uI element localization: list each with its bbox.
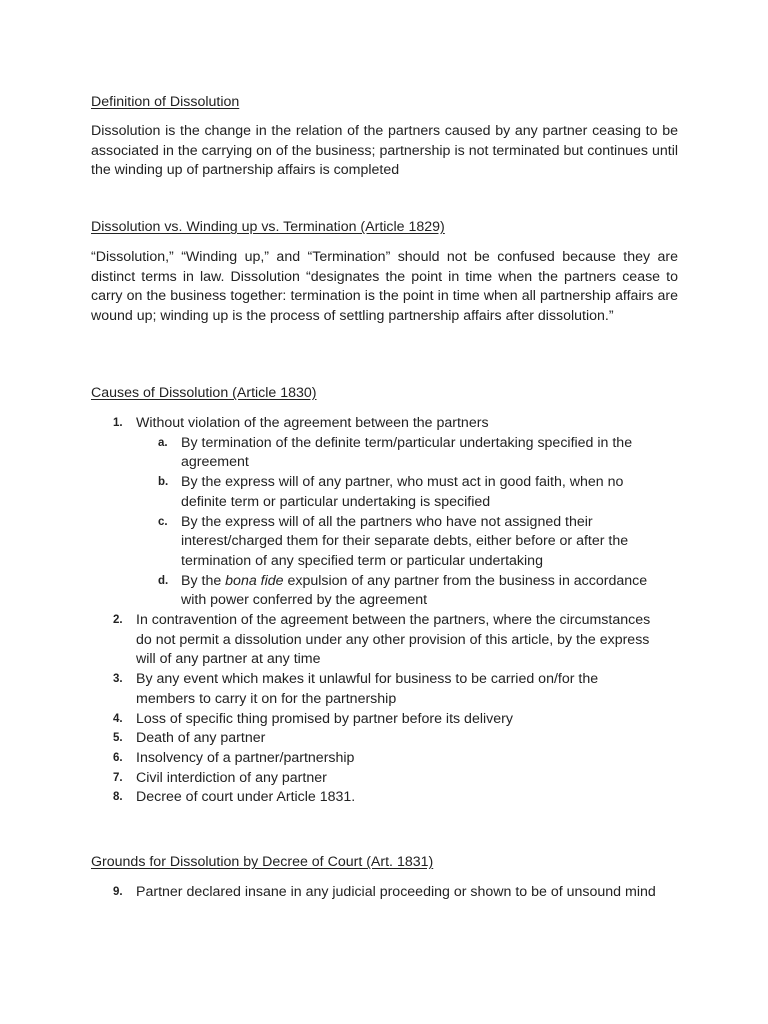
list-item-text: Civil interdiction of any partner xyxy=(136,769,327,786)
sub-list-item-text xyxy=(181,573,647,609)
list-marker: 1. xyxy=(113,417,123,429)
list-marker: 4. xyxy=(113,712,123,725)
list-item xyxy=(0,710,656,730)
list-marker: 8. xyxy=(113,791,123,804)
sub-list xyxy=(136,434,656,611)
list-marker: 3. xyxy=(113,673,123,686)
italic-term: bona fide xyxy=(225,572,284,589)
list-marker: 2. xyxy=(113,614,123,627)
list-item xyxy=(0,788,656,808)
list-item-text: Death of any partner xyxy=(136,730,266,747)
sub-list-item-text: By termination of the definite term/particular undertaking specified in the agreement xyxy=(181,434,633,471)
sub-list-marker: c. xyxy=(158,515,168,528)
list-marker: 5. xyxy=(113,732,123,745)
text-segment: By the xyxy=(181,572,226,589)
grounds-list xyxy=(0,883,768,903)
causes-list xyxy=(0,414,768,808)
list-item-text: By any event which makes it unlawful for business to be carried on/for the members to carry it on for the partnership xyxy=(136,671,599,707)
paragraph-distinct-terms: “Dissolution,” “Winding up,” and “Termination” should not be confused because they are distinct terms in law. Dissolution “designates the point in time when the partners cease to carry on the business together: termination is the point in time when all partnership affairs are wound up; winding up is the process of settling partnership affairs after dissolution.” xyxy=(91,249,678,324)
list-item-text: Decree of court under Article 1831. xyxy=(136,789,356,806)
heading-dissolution-vs-winding-up: Dissolution vs. Winding up vs. Termination (Article 1829) xyxy=(91,219,445,235)
list-item xyxy=(0,769,656,789)
sub-list-item xyxy=(0,473,661,512)
list-marker: 9. xyxy=(113,886,123,898)
list-item-text: Without violation of the agreement between the partners xyxy=(136,415,489,431)
list-marker: 6. xyxy=(113,751,123,764)
list-item xyxy=(0,749,656,769)
sub-list-item-text: By the express will of all the partners who have not assigned their interest/charged them for their separate debts, either before or after the termination of any specified term or particular undertaking xyxy=(181,513,629,569)
heading-definition-of-dissolution: Definition of Dissolution xyxy=(91,94,240,110)
list-item-text: Partner declared insane in any judicial proceeding or shown to be of unsound mind xyxy=(136,884,656,900)
list-item-text: Loss of specific thing promised by partner before its delivery xyxy=(136,710,513,727)
list-item xyxy=(0,611,656,670)
heading-causes-of-dissolution: Causes of Dissolution (Article 1830) xyxy=(91,385,317,401)
sub-list-marker: d. xyxy=(158,574,169,587)
sub-list-item xyxy=(0,434,661,473)
sub-list-marker: b. xyxy=(158,476,169,489)
list-marker: 7. xyxy=(113,771,123,784)
list-item xyxy=(0,670,656,709)
text-segment: expulsion of any partner from the business in accordance with power conferred by the agreement xyxy=(181,572,648,609)
list-item xyxy=(0,414,656,611)
sub-list-item xyxy=(0,572,661,611)
list-item xyxy=(0,729,656,749)
list-item-text: In contravention of the agreement between the partners, where the circumstances do not permit a dissolution under any other provision of this article, by the express will of any partner at any time xyxy=(136,612,651,668)
heading-grounds-for-dissolution: Grounds for Dissolution by Decree of Court (Art. 1831) xyxy=(91,854,434,870)
list-item xyxy=(0,883,656,903)
list-item-text: Insolvency of a partner/partnership xyxy=(136,749,355,766)
sub-list-item xyxy=(0,513,661,572)
sub-list-marker: a. xyxy=(158,436,168,449)
paragraph-definition: Dissolution is the change in the relation of the partners caused by any partner ceasing to be associated in the carrying on of the business; partnership is not terminated but continues until the winding up of partnership affairs is completed xyxy=(91,123,678,178)
sub-list-item-text: By the express will of any partner, who must act in good faith, when no definite term or particular undertaking is specified xyxy=(181,474,624,510)
